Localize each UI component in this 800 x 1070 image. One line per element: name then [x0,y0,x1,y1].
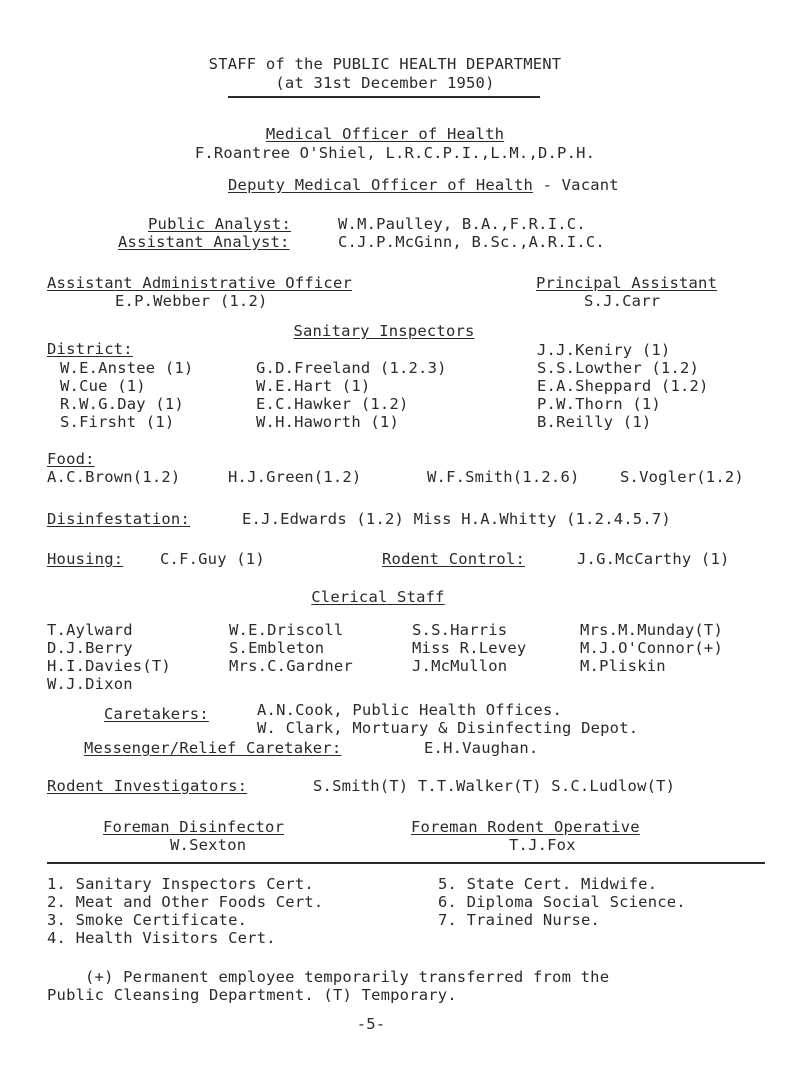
admin-name: E.P.Webber (1.2) [115,292,268,310]
inspector-name: W.Cue (1) [60,377,146,395]
foreman-disinfector-heading: Foreman Disinfector [103,818,285,836]
public-analyst-name: W.M.Paulley, B.A.,F.R.I.C. [338,215,586,233]
rodent-control-name: J.G.McCarthy (1) [577,550,730,568]
header-rule [228,96,540,98]
footnote-rule [47,862,765,864]
footnote-item: 3. Smoke Certificate. [47,911,248,929]
caretakers-label: Caretakers: [104,705,209,723]
clerical-name: S.Embleton [229,639,325,657]
disinfestation-label: Disinfestation: [47,510,190,528]
clerical-name: S.S.Harris [412,621,508,639]
messenger-label: Messenger/Relief Caretaker: [84,739,342,757]
footnote-item: 7. Trained Nurse. [438,911,601,929]
assistant-analyst-name: C.J.P.McGinn, B.Sc.,A.R.I.C. [338,233,605,251]
inspector-name: E.C.Hawker (1.2) [256,395,409,413]
clerical-name: Mrs.M.Munday(T) [580,621,723,639]
housing-name: C.F.Guy (1) [160,550,265,568]
inspector-name: W.E.Hart (1) [256,377,371,395]
foreman-disinfector-name: W.Sexton [170,836,247,854]
footnote-note: (+) Permanent employee temporarily transferred from the [85,968,610,986]
foreman-rodent-name: T.J.Fox [509,836,576,854]
inspector-name: G.D.Freeland (1.2.3) [256,359,447,377]
assistant-analyst-label: Assistant Analyst: [118,233,290,251]
rodent-investigators-label: Rodent Investigators: [47,777,248,795]
clerical-name: Mrs.C.Gardner [229,657,353,675]
principal-heading: Principal Assistant [536,274,718,292]
footnote-item: 2. Meat and Other Foods Cert. [47,893,324,911]
public-analyst-label: Public Analyst: [148,215,291,233]
food-name: A.C.Brown(1.2) [47,468,181,486]
caretaker-line: A.N.Cook, Public Health Offices. [257,701,563,719]
rodent-control-label: Rodent Control: [382,550,525,568]
deputy-line [228,176,619,194]
caretaker-line: W. Clark, Mortuary & Disinfecting Depot. [257,719,639,737]
food-name: W.F.Smith(1.2.6) [427,468,580,486]
moh-name: F.Roantree O'Shiel, L.R.C.P.I.,L.M.,D.P.H. [194,144,596,162]
clerical-heading: Clerical Staff [311,588,445,606]
footnote-item: 4. Health Visitors Cert. [47,929,276,947]
inspector-name: S.S.Lowther (1.2) [537,359,700,377]
clerical-name: H.I.Davies(T) [47,657,171,675]
clerical-name: W.J.Dixon [47,675,133,693]
page-date: (at 31st December 1950) [275,74,495,92]
clerical-name: D.J.Berry [47,639,133,657]
footnote-item: 1. Sanitary Inspectors Cert. [47,875,314,893]
moh-heading: Medical Officer of Health [265,125,505,143]
page-number: -5- [356,1015,386,1033]
footnote-item: 5. State Cert. Midwife. [438,875,658,893]
clerical-name: M.J.O'Connor(+) [580,639,723,657]
inspector-name: W.H.Haworth (1) [256,413,399,431]
inspector-name: S.Firsht (1) [60,413,175,431]
rodent-investigators-names: S.Smith(T) T.T.Walker(T) S.C.Ludlow(T) [313,777,676,795]
food-label: Food: [47,450,95,468]
clerical-name: M.Pliskin [580,657,666,675]
clerical-name: W.E.Driscoll [229,621,344,639]
inspector-name: B.Reilly (1) [537,413,652,431]
foreman-rodent-heading: Foreman Rodent Operative [411,818,640,836]
admin-heading: Assistant Administrative Officer [47,274,353,292]
deputy-heading: Deputy Medical Officer of Health [228,176,534,194]
inspector-name: W.E.Anstee (1) [60,359,194,377]
clerical-name: Miss R.Levey [412,639,527,657]
inspector-name: R.W.G.Day (1) [60,395,184,413]
messenger-name: E.H.Vaughan. [424,739,539,757]
page-title: STAFF of the PUBLIC HEALTH DEPARTMENT [208,55,562,73]
disinfestation-names: E.J.Edwards (1.2) Miss H.A.Whitty (1.2.4.5.7) [242,510,671,528]
clerical-name: J.McMullon [412,657,508,675]
inspector-name: E.A.Sheppard (1.2) [537,377,709,395]
inspector-name: J.J.Keniry (1) [537,341,671,359]
deputy-status: - Vacant [542,176,619,194]
clerical-name: T.Aylward [47,621,133,639]
footnote-item: 6. Diploma Social Science. [438,893,686,911]
principal-name: S.J.Carr [584,292,661,310]
inspector-name: P.W.Thorn (1) [537,395,661,413]
footnote-note: Public Cleansing Department. (T) Temporary. [47,986,457,1004]
food-name: S.Vogler(1.2) [620,468,744,486]
sanitary-heading: Sanitary Inspectors [293,322,475,340]
food-name: H.J.Green(1.2) [228,468,362,486]
district-label: District: [47,340,133,358]
housing-label: Housing: [47,550,124,568]
